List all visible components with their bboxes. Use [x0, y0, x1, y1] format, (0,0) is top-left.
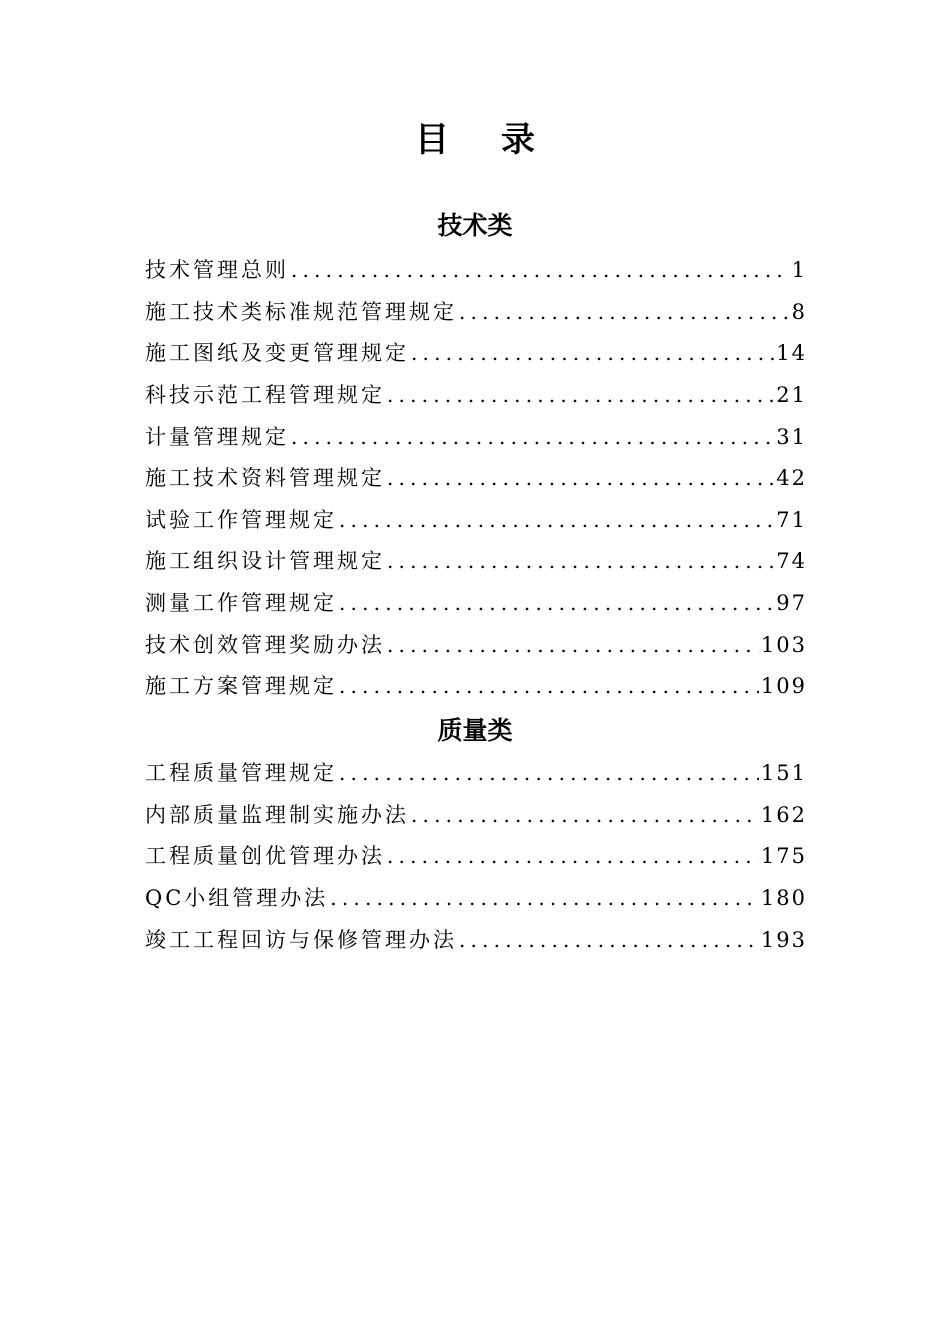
toc-entry-page: 71 — [776, 508, 807, 532]
toc-leader-dots — [291, 258, 790, 282]
toc-leader-dots — [387, 633, 759, 657]
toc-entry-page: 21 — [776, 383, 807, 407]
toc-entry-title: 内部质量监理制实施办法 — [145, 803, 409, 827]
toc-entry[interactable] — [145, 882, 807, 912]
toc-entry[interactable] — [145, 587, 807, 617]
toc-leader-dots — [387, 844, 759, 868]
toc-leader-dots — [411, 803, 759, 827]
page-title-char-2: 录 — [501, 120, 535, 160]
toc-entry-page: 109 — [760, 674, 807, 698]
toc-entry-page: 31 — [776, 425, 807, 449]
toc-entry[interactable] — [145, 757, 807, 787]
toc-entry[interactable] — [145, 462, 807, 492]
toc-entry[interactable] — [145, 421, 807, 451]
toc-entry-page: 97 — [776, 591, 807, 615]
toc-entry-title: 竣工工程回访与保修管理办法 — [145, 928, 457, 952]
toc-entry-title: 施工组织设计管理规定 — [145, 549, 385, 573]
section-heading-technical: 技术类 — [437, 211, 513, 240]
toc-entry[interactable] — [145, 379, 807, 409]
toc-entry-title: 技术管理总则 — [145, 258, 289, 282]
toc-entry-page: 1 — [791, 258, 807, 282]
toc-entry[interactable] — [145, 337, 807, 367]
toc-entry-title: 施工图纸及变更管理规定 — [145, 341, 409, 365]
toc-leader-dots — [387, 383, 774, 407]
toc-entry-title: 工程质量创优管理办法 — [145, 844, 385, 868]
toc-entry-page: 175 — [760, 844, 807, 868]
toc-entry[interactable] — [145, 924, 807, 954]
toc-entry-page: 42 — [776, 466, 807, 490]
toc-entry-page: 180 — [760, 886, 807, 910]
toc-entry-title: 技术创效管理奖励办法 — [145, 633, 385, 657]
toc-leader-dots — [387, 466, 774, 490]
toc-entry-page: 151 — [760, 761, 807, 785]
toc-leader-dots — [459, 928, 759, 952]
toc-entry-page: 14 — [776, 341, 807, 365]
page-title — [0, 112, 950, 161]
toc-entry-page: 74 — [776, 549, 807, 573]
toc-leader-dots — [459, 300, 790, 324]
section-heading-quality: 质量类 — [437, 716, 513, 745]
toc-entry-title: 测量工作管理规定 — [145, 591, 337, 615]
toc-entry[interactable] — [145, 670, 807, 700]
toc-entry[interactable] — [145, 254, 807, 284]
toc-entry-title: 工程质量管理规定 — [145, 761, 337, 785]
toc-entry-title: 科技示范工程管理规定 — [145, 383, 385, 407]
toc-entry-title: 施工技术资料管理规定 — [145, 466, 385, 490]
toc-entry-title: 施工技术类标准规范管理规定 — [145, 300, 457, 324]
toc-leader-dots — [411, 341, 774, 365]
toc-leader-dots — [387, 549, 774, 573]
toc-entry[interactable] — [145, 799, 807, 829]
toc-leader-dots — [339, 674, 759, 698]
toc-entry-page: 162 — [760, 803, 807, 827]
toc-entry[interactable] — [145, 545, 807, 575]
toc-entry-page: 8 — [791, 300, 807, 324]
toc-entry-title: QC小组管理办法 — [145, 886, 329, 910]
toc-entry-page: 193 — [760, 928, 807, 952]
toc-entry[interactable] — [145, 296, 807, 326]
toc-leader-dots — [330, 886, 759, 910]
toc-entry[interactable] — [145, 504, 807, 534]
toc-entry-title: 试验工作管理规定 — [145, 508, 337, 532]
toc-entry-page: 103 — [760, 633, 807, 657]
toc-entry[interactable] — [145, 629, 807, 659]
page-title-char-1: 目 — [415, 120, 449, 160]
toc-entry-title: 施工方案管理规定 — [145, 674, 337, 698]
toc-leader-dots — [339, 508, 774, 532]
toc-entry[interactable] — [145, 840, 807, 870]
toc-entry-title: 计量管理规定 — [145, 425, 289, 449]
toc-leader-dots — [291, 425, 774, 449]
toc-leader-dots — [339, 591, 774, 615]
toc-leader-dots — [339, 761, 759, 785]
